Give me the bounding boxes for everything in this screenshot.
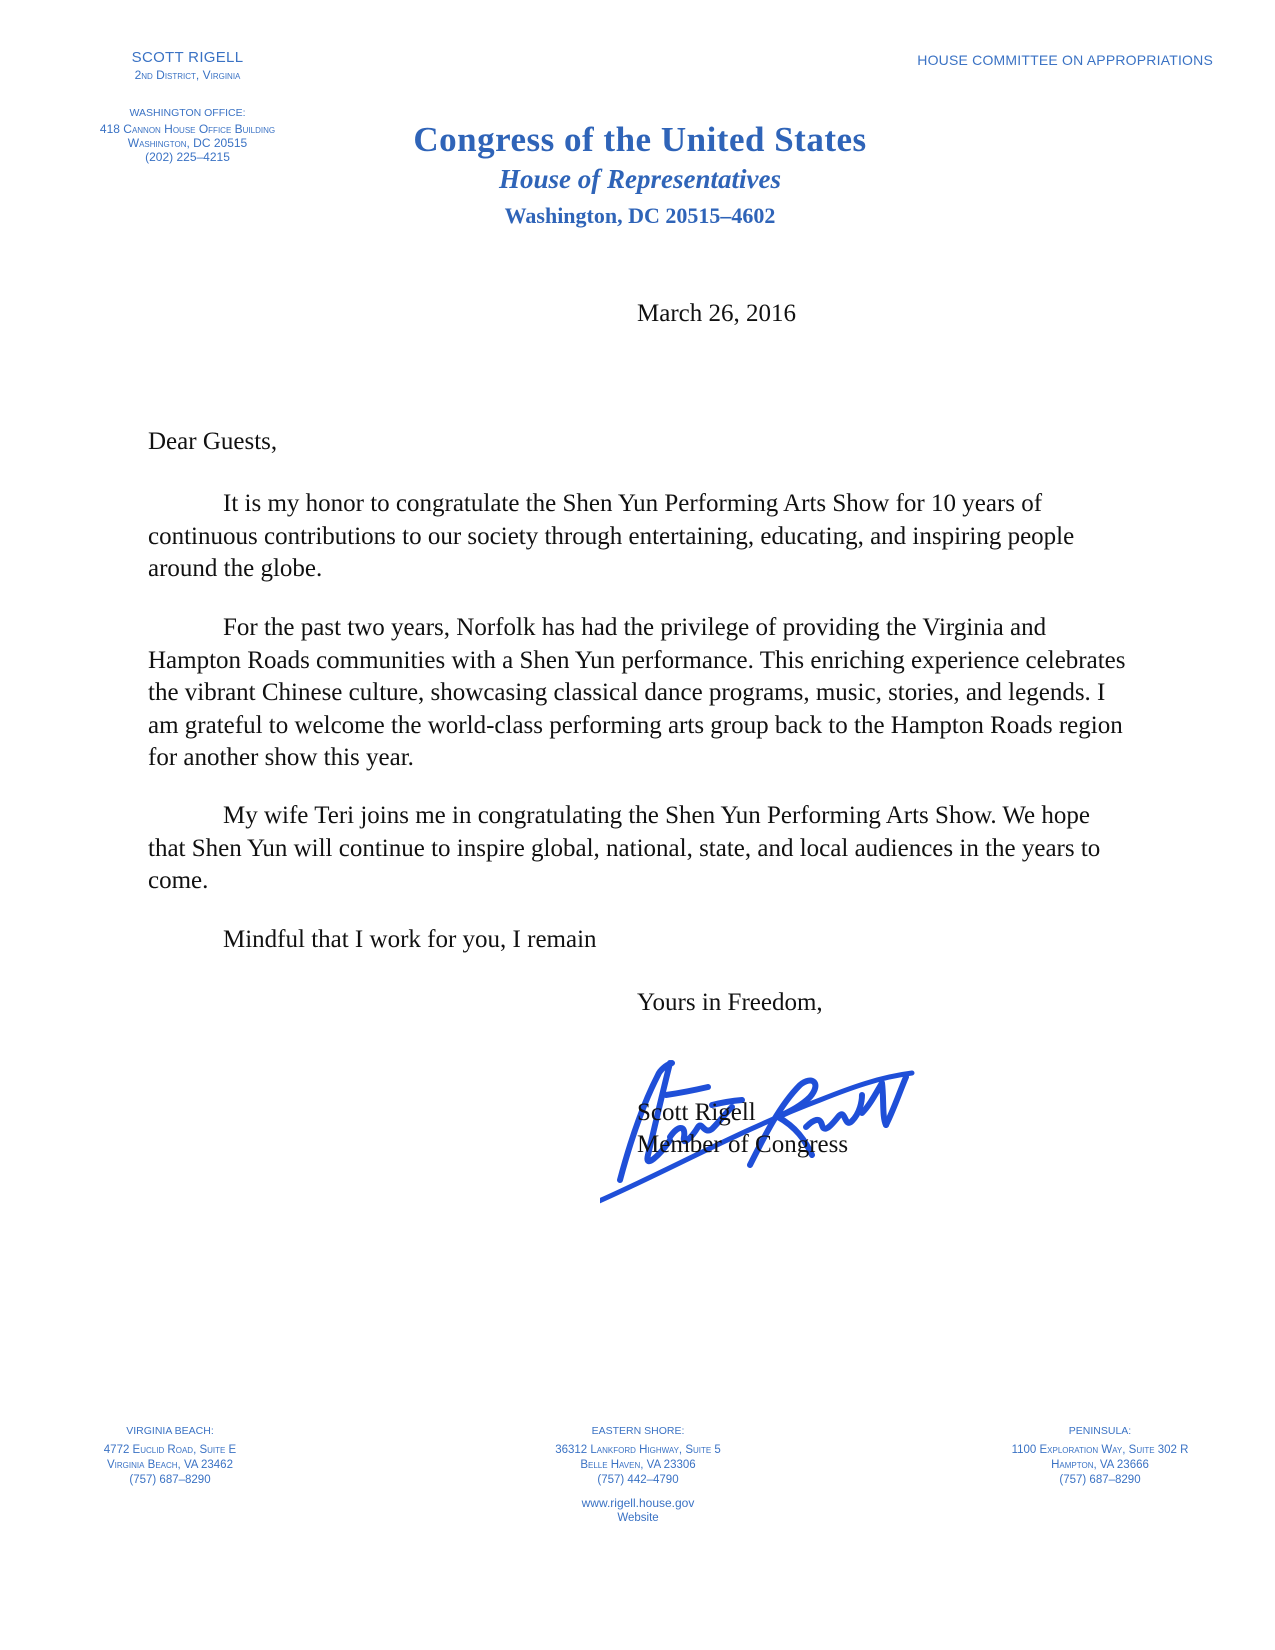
footer-office-label: VIRGINIA BEACH: bbox=[126, 1425, 214, 1437]
paragraph-1-text: It is my honor to congratulate the Shen Yun Performing Arts Show for 10 years of continuous contributions to our society through entertaining, educating, and inspiring people around the globe. bbox=[148, 490, 1075, 582]
website-label: Website bbox=[617, 1512, 659, 1524]
footer-office-phone: (757) 687–8290 bbox=[129, 1474, 211, 1486]
letterhead-address: Washington, DC 20515–4602 bbox=[504, 203, 776, 228]
paragraph-1 bbox=[148, 488, 1133, 586]
paragraph-2-text: For the past two years, Norfolk has had the privilege of providing the Virginia and Hampton Roads communities with a Shen Yun performance. This enriching experience celebrates the vibrant Chinese culture, showcasing classical dance programs, music, stories, and legends. I am grateful to welcome the world-class performing arts group back to the Hampton Roads region for another show this year. bbox=[148, 614, 1126, 771]
letter-date: March 26, 2016 bbox=[637, 300, 796, 327]
footer-office-label: PENINSULA: bbox=[1068, 1425, 1132, 1437]
footer-office-phone: (757) 687–8290 bbox=[1059, 1474, 1141, 1486]
salutation-text: Dear Guests, bbox=[148, 428, 278, 455]
footer-office-virginia-beach bbox=[40, 1424, 300, 1488]
footer-office-phone: (757) 442–4790 bbox=[597, 1474, 679, 1486]
washington-office-address: 418 Cannon House Office Building bbox=[99, 122, 276, 136]
footer-office-line2: Virginia Beach, VA 23462 bbox=[107, 1459, 233, 1471]
paragraph-3-text: My wife Teri joins me in congratulating the Shen Yun Performing Arts Show. We hope that Shen Yun will continue to inspire global, national, state, and local audiences in the years to come. bbox=[148, 802, 1101, 894]
member-district: 2nd District, Virginia bbox=[134, 68, 241, 82]
member-name: SCOTT RIGELL bbox=[131, 49, 244, 66]
washington-office-label: WASHINGTON OFFICE: bbox=[129, 107, 246, 119]
footer-office-label: EASTERN SHORE: bbox=[591, 1425, 685, 1437]
washington-office-address-block bbox=[60, 122, 315, 164]
member-header bbox=[60, 49, 315, 164]
washington-office-city: Washington, DC 20515 bbox=[127, 136, 248, 150]
footer-office-line2: Belle Haven, VA 23306 bbox=[580, 1459, 696, 1471]
salutation bbox=[148, 426, 1133, 459]
footer-office-eastern-shore bbox=[468, 1424, 808, 1526]
footer-office-line1: 1100 Exploration Way, Suite 302 R bbox=[1011, 1444, 1189, 1456]
footer-office-line2: Hampton, VA 23666 bbox=[1051, 1459, 1149, 1471]
committee-name: HOUSE COMMITTEE ON APPROPRIATIONS bbox=[917, 52, 1213, 68]
closing: Yours in Freedom, bbox=[637, 989, 823, 1016]
pre-closing bbox=[148, 924, 1133, 957]
paragraph-3 bbox=[148, 800, 1133, 898]
footer-office-line1: 36312 Lankford Highway, Suite 5 bbox=[555, 1444, 721, 1456]
footer-office-line1: 4772 Euclid Road, Suite E bbox=[103, 1444, 237, 1456]
letterhead-house: House of Representatives bbox=[499, 164, 781, 194]
footer-office-peninsula bbox=[940, 1424, 1260, 1488]
signer-name: Scott Rigell bbox=[637, 1099, 756, 1126]
website-link[interactable]: www.rigell.house.gov bbox=[581, 1496, 695, 1510]
letterhead-congress: Congress of the United States bbox=[413, 120, 867, 159]
pre-closing-text: Mindful that I work for you, I remain bbox=[223, 926, 597, 953]
letterhead bbox=[300, 120, 980, 229]
signer-title: Member of Congress bbox=[637, 1131, 849, 1158]
paragraph-2 bbox=[148, 612, 1133, 775]
washington-office-phone: (202) 225–4215 bbox=[145, 150, 230, 164]
